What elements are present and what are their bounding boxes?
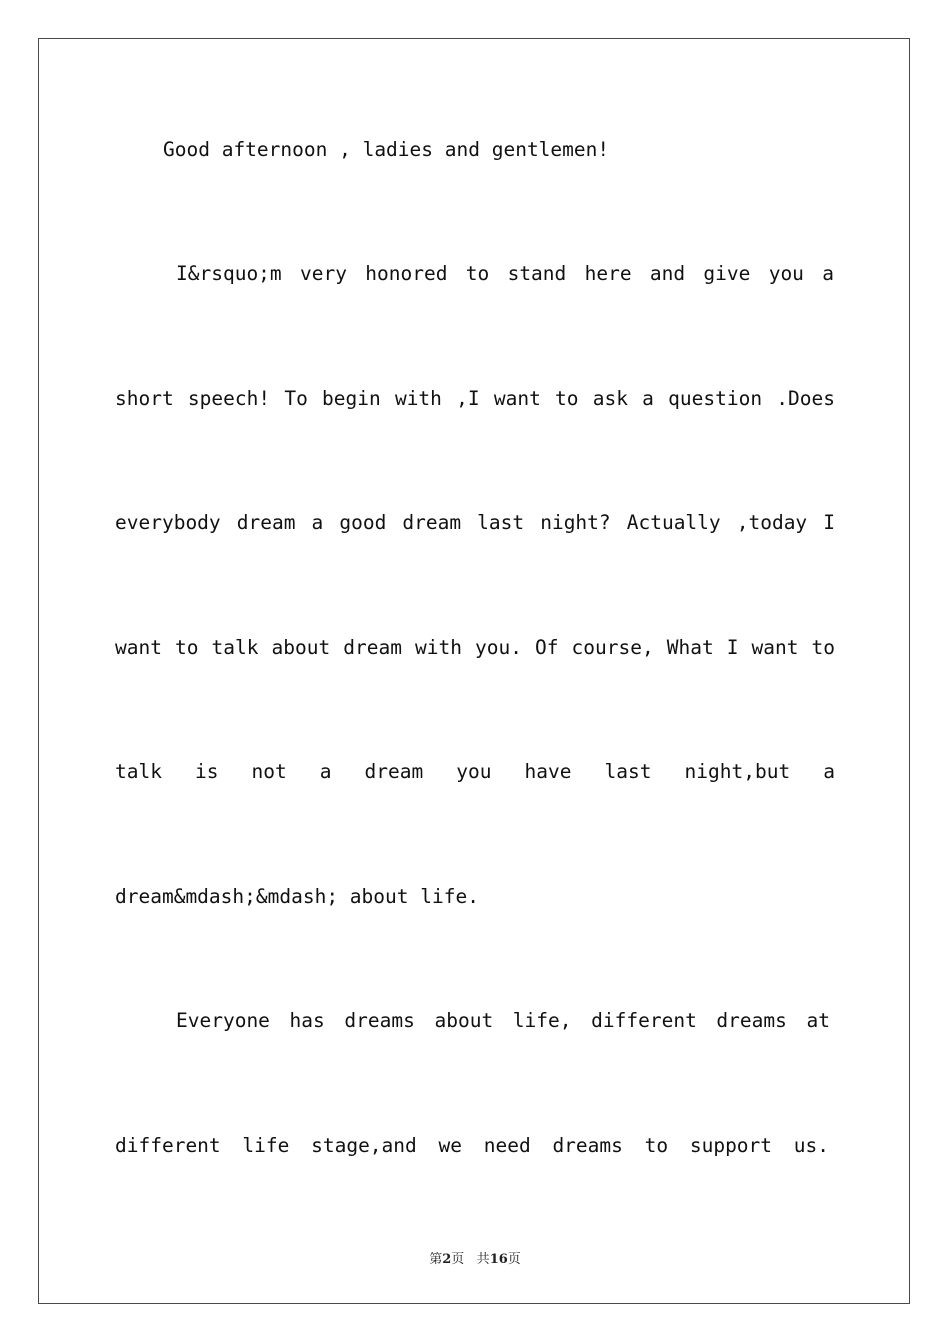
page-footer [0, 1248, 950, 1267]
paragraph-line: short speech! To begin with ,I want to ask a question .Does [115, 387, 835, 410]
page-number: 2 [442, 1252, 452, 1267]
greeting-line: Good afternoon , ladies and gentlemen! [163, 138, 610, 161]
total-suffix: 页 [507, 1252, 521, 1267]
paragraph-line: talk is not a dream you have last night,but a [115, 760, 835, 783]
page-prefix: 第 [429, 1252, 443, 1267]
paragraph-line: everybody dream a good dream last night? Actually ,today I [115, 511, 835, 534]
paragraph-line: Everyone has dreams about life, different dreams at [176, 1009, 830, 1032]
total-pages: 16 [489, 1252, 508, 1267]
paragraph-line: want to talk about dream with you. Of course, What I want to [115, 636, 835, 659]
page-border [38, 38, 910, 1304]
paragraph-line: different life stage,and we need dreams to support us. [115, 1134, 829, 1157]
paragraph-line: I&rsquo;m very honored to stand here and give you a [176, 262, 834, 285]
page-suffix: 页 [451, 1252, 465, 1267]
paragraph-line: dream&mdash;&mdash; about life. [115, 885, 479, 908]
total-prefix: 共 [476, 1252, 490, 1267]
